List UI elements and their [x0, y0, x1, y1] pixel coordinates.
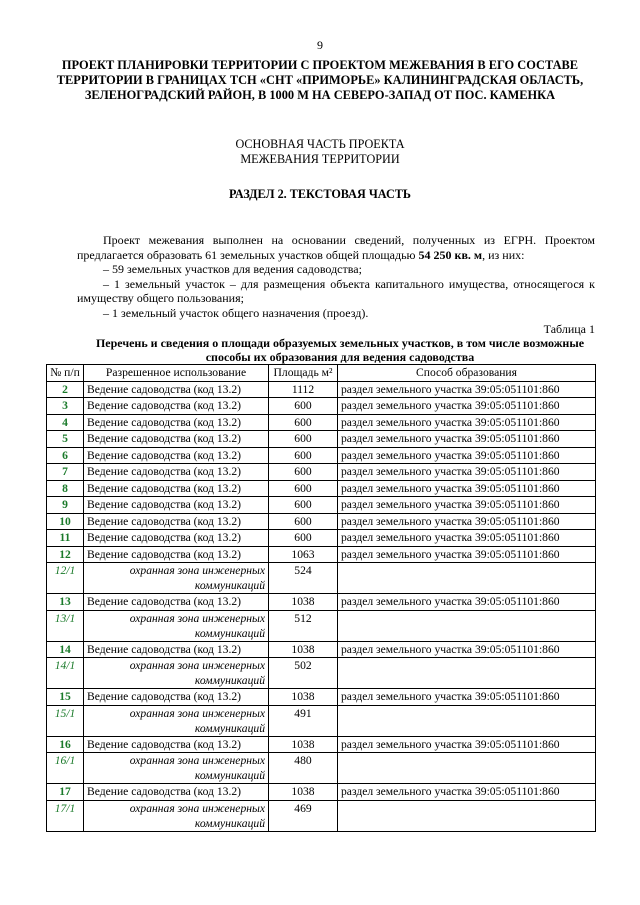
cell-area: 1038 [269, 784, 338, 801]
cell-method: раздел земельного участка 39:05:051101:860 [338, 497, 596, 514]
cell-method: раздел земельного участка 39:05:051101:860 [338, 447, 596, 464]
cell-use: Ведение садоводства (код 13.2) [84, 464, 269, 481]
cell-method: раздел земельного участка 39:05:051101:860 [338, 398, 596, 415]
cell-area: 469 [269, 800, 338, 831]
table-row [47, 641, 596, 658]
cell-area: 1063 [269, 546, 338, 563]
intro-text-b: , из них: [482, 247, 525, 262]
cell-use: охранная зона инженерных коммуникаций [84, 563, 269, 594]
cell-area: 600 [269, 447, 338, 464]
table-row [47, 753, 596, 784]
cell-use: охранная зона инженерных коммуникаций [84, 705, 269, 736]
cell-method [338, 658, 596, 689]
cell-use: охранная зона инженерных коммуникаций [84, 658, 269, 689]
cell-method: раздел земельного участка 39:05:051101:860 [338, 414, 596, 431]
cell-method [338, 753, 596, 784]
cell-use: Ведение садоводства (код 13.2) [84, 784, 269, 801]
table-row [47, 414, 596, 431]
cell-use: охранная зона инженерных коммуникаций [84, 753, 269, 784]
cell-number: 7 [47, 464, 84, 481]
table-row [47, 480, 596, 497]
cell-area: 600 [269, 464, 338, 481]
cell-method [338, 610, 596, 641]
cell-number: 17/1 [47, 800, 84, 831]
cell-number: 14/1 [47, 658, 84, 689]
cell-number: 13 [47, 594, 84, 611]
cell-use: Ведение садоводства (код 13.2) [84, 497, 269, 514]
cell-number: 9 [47, 497, 84, 514]
header-use: Разрешенное использование [84, 365, 269, 382]
header-method: Способ образования [338, 365, 596, 382]
cell-number: 15/1 [47, 705, 84, 736]
cell-method: раздел земельного участка 39:05:051101:860 [338, 641, 596, 658]
header-num: № п/п [47, 365, 84, 382]
cell-number: 15 [47, 689, 84, 706]
cell-use: Ведение садоводства (код 13.2) [84, 736, 269, 753]
cell-use: Ведение садоводства (код 13.2) [84, 398, 269, 415]
cell-number: 12 [47, 546, 84, 563]
subtitle-line-2: МЕЖЕВАНИЯ ТЕРРИТОРИИ [240, 152, 400, 166]
cell-number: 13/1 [47, 610, 84, 641]
cell-number: 8 [47, 480, 84, 497]
intro-paragraph [77, 233, 595, 262]
cell-area: 600 [269, 497, 338, 514]
table-caption: Перечень и сведения о площади образуемых земельных участков, в том числе возможные способы их образования для ведения садоводства [95, 336, 585, 364]
table-row [47, 513, 596, 530]
list-item: – 1 земельный участок общего назначения (проезд). [103, 305, 369, 320]
table-row [47, 546, 596, 563]
intro-text-a: Проект межевания выполнен на основании сведений, полученных из ЕГРН. Проектом предлагается образовать 61 земельных участков общей площадью [77, 233, 595, 262]
cell-area: 480 [269, 753, 338, 784]
list-item: – 59 земельных участков для ведения садоводства; [103, 262, 362, 277]
cell-use: Ведение садоводства (код 13.2) [84, 689, 269, 706]
cell-use: Ведение садоводства (код 13.2) [84, 414, 269, 431]
cell-number: 4 [47, 414, 84, 431]
cell-area: 600 [269, 530, 338, 547]
table-row [47, 736, 596, 753]
cell-use: Ведение садоводства (код 13.2) [84, 641, 269, 658]
cell-use: Ведение садоводства (код 13.2) [84, 513, 269, 530]
cell-area: 600 [269, 480, 338, 497]
cell-number: 11 [47, 530, 84, 547]
cell-method [338, 563, 596, 594]
cell-method [338, 705, 596, 736]
cell-use: Ведение садоводства (код 13.2) [84, 381, 269, 398]
table-row [47, 594, 596, 611]
cell-method: раздел земельного участка 39:05:051101:860 [338, 480, 596, 497]
parcels-table [46, 364, 596, 832]
cell-method: раздел земельного участка 39:05:051101:860 [338, 464, 596, 481]
table-row [47, 705, 596, 736]
table-row [47, 530, 596, 547]
page-number: 9 [317, 38, 323, 52]
table-row [47, 563, 596, 594]
cell-area: 1038 [269, 594, 338, 611]
cell-method: раздел земельного участка 39:05:051101:860 [338, 736, 596, 753]
table-row [47, 398, 596, 415]
section-heading: РАЗДЕЛ 2. ТЕКСТОВАЯ ЧАСТЬ [229, 187, 411, 201]
cell-method: раздел земельного участка 39:05:051101:860 [338, 530, 596, 547]
cell-method: раздел земельного участка 39:05:051101:860 [338, 381, 596, 398]
header-area: Площадь м² [269, 365, 338, 382]
cell-number: 14 [47, 641, 84, 658]
table-row [47, 431, 596, 448]
cell-number: 6 [47, 447, 84, 464]
list-item: – 1 земельный участок – для размещения объекта капитального имущества, относящегося к имуществу общего пользования; [77, 276, 595, 306]
cell-method: раздел земельного участка 39:05:051101:860 [338, 689, 596, 706]
cell-area: 502 [269, 658, 338, 689]
cell-use: охранная зона инженерных коммуникаций [84, 610, 269, 641]
cell-area: 1038 [269, 641, 338, 658]
cell-area: 1112 [269, 381, 338, 398]
intro-area-total: 54 250 кв. м [418, 247, 483, 262]
cell-area: 1038 [269, 689, 338, 706]
cell-use: Ведение садоводства (код 13.2) [84, 480, 269, 497]
cell-use: Ведение садоводства (код 13.2) [84, 594, 269, 611]
table-row [47, 800, 596, 831]
cell-number: 5 [47, 431, 84, 448]
table-number: Таблица 1 [543, 322, 595, 336]
cell-use: Ведение садоводства (код 13.2) [84, 546, 269, 563]
cell-number: 16/1 [47, 753, 84, 784]
table-row [47, 784, 596, 801]
table-row [47, 447, 596, 464]
cell-area: 600 [269, 414, 338, 431]
cell-method: раздел земельного участка 39:05:051101:860 [338, 784, 596, 801]
subtitle-line-1: ОСНОВНАЯ ЧАСТЬ ПРОЕКТА [235, 137, 405, 151]
body-text [77, 233, 595, 321]
cell-method: раздел земельного участка 39:05:051101:860 [338, 431, 596, 448]
document-subtitle [0, 137, 640, 167]
cell-method [338, 800, 596, 831]
cell-number: 2 [47, 381, 84, 398]
table-row [47, 658, 596, 689]
table-row [47, 610, 596, 641]
table-row [47, 381, 596, 398]
table-row [47, 497, 596, 514]
table-row [47, 464, 596, 481]
document-title: ПРОЕКТ ПЛАНИРОВКИ ТЕРРИТОРИИ С ПРОЕКТОМ МЕЖЕВАНИЯ В ЕГО СОСТАВЕ ТЕРРИТОРИИ В ГРАНИЦАХ ТСН «СНТ «ПРИМОРЬЕ» КАЛИНИНГРАДСКАЯ ОБЛАСТЬ, ЗЕЛЕНОГРАДСКИЙ РАЙОН, В 1000 М НА СЕВЕРО-ЗАПАД ОТ ПОС. КАМЕНКА [56, 58, 584, 102]
cell-method: раздел земельного участка 39:05:051101:860 [338, 546, 596, 563]
cell-number: 16 [47, 736, 84, 753]
table-body [47, 381, 596, 831]
cell-number: 10 [47, 513, 84, 530]
cell-number: 12/1 [47, 563, 84, 594]
cell-number: 17 [47, 784, 84, 801]
cell-area: 600 [269, 398, 338, 415]
cell-area: 1038 [269, 736, 338, 753]
cell-use: охранная зона инженерных коммуникаций [84, 800, 269, 831]
cell-use: Ведение садоводства (код 13.2) [84, 431, 269, 448]
cell-area: 600 [269, 431, 338, 448]
cell-use: Ведение садоводства (код 13.2) [84, 530, 269, 547]
cell-method: раздел земельного участка 39:05:051101:860 [338, 513, 596, 530]
cell-area: 491 [269, 705, 338, 736]
cell-area: 524 [269, 563, 338, 594]
cell-area: 600 [269, 513, 338, 530]
cell-use: Ведение садоводства (код 13.2) [84, 447, 269, 464]
cell-method: раздел земельного участка 39:05:051101:860 [338, 594, 596, 611]
table-row [47, 689, 596, 706]
cell-number: 3 [47, 398, 84, 415]
table-header-row [47, 365, 596, 382]
cell-area: 512 [269, 610, 338, 641]
